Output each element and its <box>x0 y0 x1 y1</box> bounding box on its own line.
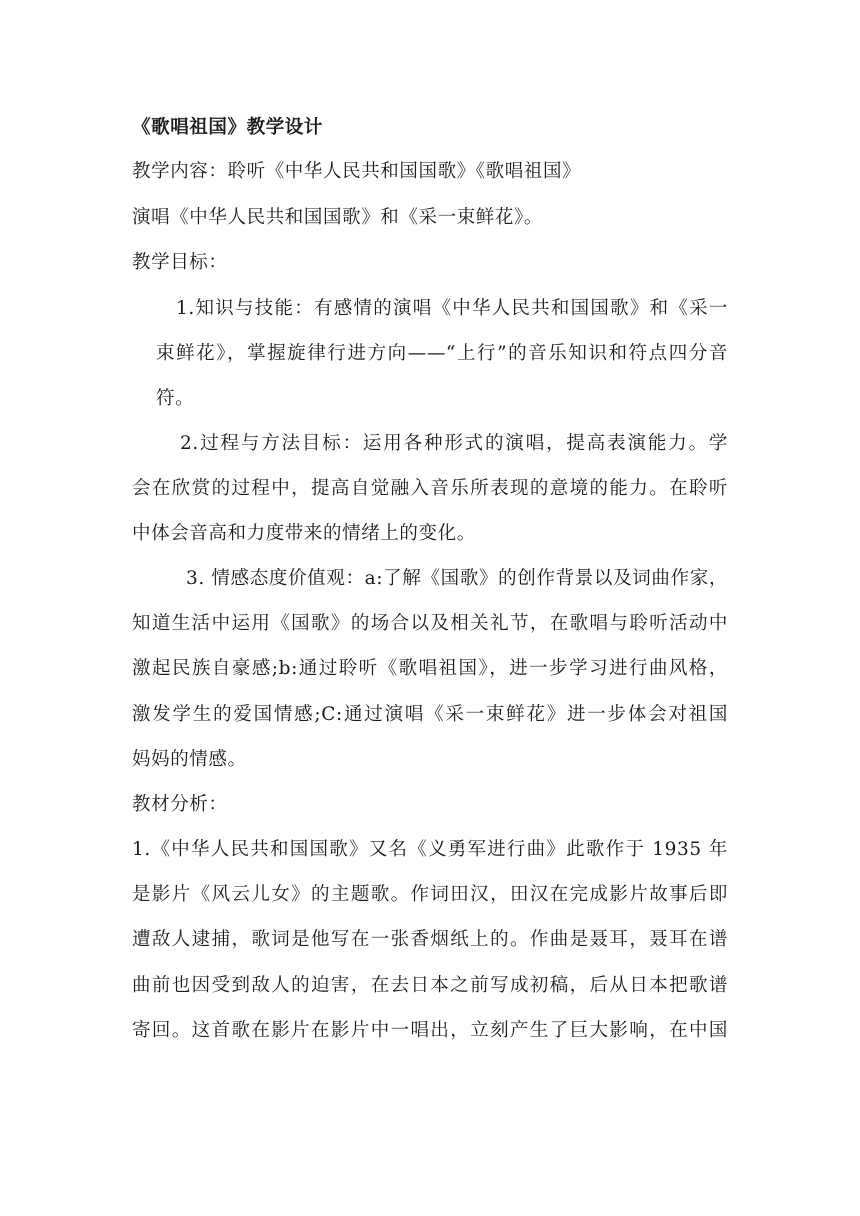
paragraph-line: 是影片《风云儿女》的主题歌。作词田汉，田汉在完成影片故事后即 <box>132 884 728 905</box>
paragraph-line: 2.过程与方法目标：运用各种形式的演唱，提高表演能力。学 <box>180 433 728 454</box>
paragraph-line: 符。 <box>156 388 195 409</box>
paragraph-line: 束鲜花》，掌握旋律行进方向——“上行”的音乐知识和符点四分音 <box>156 343 728 364</box>
paragraph-line: 会在欣赏的过程中，提高自觉融入音乐所表现的意境的能力。在聆听 <box>132 478 728 499</box>
section-heading: 教学目标： <box>132 252 228 273</box>
paragraph-line: 3. 情感态度价值观：a:了解《国歌》的创作背景以及词曲作家， <box>186 568 728 589</box>
paragraph-line: 中体会音高和力度带来的情绪上的变化。 <box>132 523 476 544</box>
paragraph-line: 遭敌人逮捕，歌词是他写在一张香烟纸上的。作曲是聂耳，聂耳在谱 <box>132 929 728 950</box>
paragraph-line: 激发学生的爱国情感;C:通过演唱《采一束鲜花》进一步体会对祖国 <box>132 704 728 725</box>
paragraph-line: 曲前也因受到敌人的迫害，在去日本之前写成初稿，后从日本把歌谱 <box>132 975 728 996</box>
paragraph-line: 1.《中华人民共和国国歌》又名《义勇军进行曲》此歌作于 1935 年 <box>132 839 728 860</box>
paragraph-line: 寄回。这首歌在影片在影片中一唱出，立刻产生了巨大影响，在中国 <box>132 1020 728 1041</box>
paragraph-line: 知道生活中运用《国歌》的场合以及相关礼节，在歌唱与聆听活动中 <box>132 613 728 634</box>
paragraph-line: 演唱《中华人民共和国国歌》和《采一束鲜花》。 <box>132 207 543 228</box>
paragraph-line: 妈妈的情感。 <box>132 749 247 770</box>
paragraph-line: 1.知识与技能：有感情的演唱《中华人民共和国国歌》和《采一 <box>176 298 728 319</box>
section-heading: 教材分析： <box>132 794 228 815</box>
paragraph-line: 激起民族自豪感;b:通过聆听《歌唱祖国》，进一步学习进行曲风格， <box>132 658 728 679</box>
document-title: 《歌唱祖国》教学设计 <box>132 117 324 138</box>
paragraph-line: 教学内容：聆听《中华人民共和国国歌》《歌唱祖国》 <box>132 161 582 182</box>
